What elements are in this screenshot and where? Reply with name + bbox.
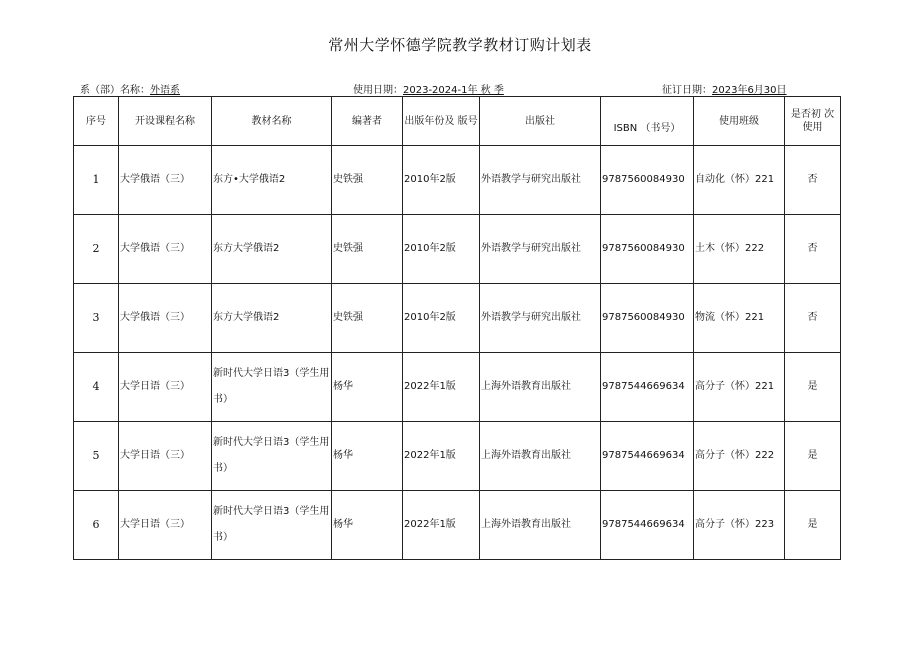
row-edition: 2022年1版 xyxy=(403,353,480,422)
page-title: 常州大学怀德学院教学教材订购计划表 xyxy=(328,36,592,54)
row-no: 5 xyxy=(74,422,119,491)
row-publisher: 上海外语教育出版社 xyxy=(480,422,601,491)
row-no: 4 xyxy=(74,353,119,422)
header-no: 序号 xyxy=(74,97,119,146)
row-first-use: 否 xyxy=(785,215,841,284)
header-author: 编著者 xyxy=(332,97,403,146)
table-row xyxy=(74,491,841,560)
row-publisher: 上海外语教育出版社 xyxy=(480,491,601,560)
department-label: 系（部）名称： xyxy=(80,85,150,96)
order-date-value: 2023年6月30日 xyxy=(712,85,787,96)
use-date-info xyxy=(353,81,504,96)
row-edition: 2022年1版 xyxy=(403,422,480,491)
row-textbook: 新时代大学日语3（学生用书） xyxy=(212,491,332,560)
department-info xyxy=(80,81,180,96)
table-header-row xyxy=(74,97,841,146)
row-isbn: 9787560084930 xyxy=(601,215,694,284)
row-publisher: 外语教学与研究出版社 xyxy=(480,215,601,284)
row-class: 高分子（怀）221 xyxy=(694,353,785,422)
row-no: 3 xyxy=(74,284,119,353)
row-author: 史铁强 xyxy=(332,284,403,353)
header-textbook: 教材名称 xyxy=(212,97,332,146)
row-publisher: 外语教学与研究出版社 xyxy=(480,146,601,215)
row-course: 大学日语（三） xyxy=(119,422,212,491)
row-first-use: 是 xyxy=(785,491,841,560)
header-publisher: 出版社 xyxy=(480,97,601,146)
row-edition: 2010年2版 xyxy=(403,284,480,353)
row-edition: 2010年2版 xyxy=(403,215,480,284)
row-course: 大学俄语（三） xyxy=(119,215,212,284)
header-first-use: 是否初 次使用 xyxy=(785,97,841,146)
row-isbn: 9787544669634 xyxy=(601,422,694,491)
row-author: 杨华 xyxy=(332,491,403,560)
row-isbn: 9787544669634 xyxy=(601,491,694,560)
table-row xyxy=(74,284,841,353)
row-author: 杨华 xyxy=(332,353,403,422)
row-isbn: 9787560084930 xyxy=(601,284,694,353)
department-value: 外语系 xyxy=(150,85,180,96)
textbook-order-table xyxy=(73,96,841,560)
row-class: 高分子（怀）223 xyxy=(694,491,785,560)
row-first-use: 是 xyxy=(785,353,841,422)
header-edition: 出版年份及 版号 xyxy=(403,97,480,146)
row-class: 高分子（怀）222 xyxy=(694,422,785,491)
row-first-use: 否 xyxy=(785,146,841,215)
table-row xyxy=(74,422,841,491)
row-textbook: 东方大学俄语2 xyxy=(212,215,332,284)
row-no: 1 xyxy=(74,146,119,215)
header-isbn: ISBN （书号） xyxy=(601,97,694,146)
row-edition: 2010年2版 xyxy=(403,146,480,215)
row-first-use: 是 xyxy=(785,422,841,491)
header-course: 开设课程名称 xyxy=(119,97,212,146)
row-class: 物流（怀）221 xyxy=(694,284,785,353)
row-author: 杨华 xyxy=(332,422,403,491)
row-course: 大学日语（三） xyxy=(119,491,212,560)
row-isbn: 9787544669634 xyxy=(601,353,694,422)
row-textbook: 东方•大学俄语2 xyxy=(212,146,332,215)
row-textbook: 新时代大学日语3（学生用书） xyxy=(212,353,332,422)
row-isbn: 9787560084930 xyxy=(601,146,694,215)
row-publisher: 上海外语教育出版社 xyxy=(480,353,601,422)
row-course: 大学日语（三） xyxy=(119,353,212,422)
header-class: 使用班级 xyxy=(694,97,785,146)
row-author: 史铁强 xyxy=(332,146,403,215)
row-author: 史铁强 xyxy=(332,215,403,284)
row-course: 大学俄语（三） xyxy=(119,146,212,215)
row-course: 大学俄语（三） xyxy=(119,284,212,353)
row-textbook: 新时代大学日语3（学生用书） xyxy=(212,422,332,491)
row-first-use: 否 xyxy=(785,284,841,353)
row-no: 6 xyxy=(74,491,119,560)
use-date-value: 2023-2024-1年 秋 季 xyxy=(403,85,504,96)
row-textbook: 东方大学俄语2 xyxy=(212,284,332,353)
table-row xyxy=(74,353,841,422)
row-no: 2 xyxy=(74,215,119,284)
table-row xyxy=(74,215,841,284)
table-row xyxy=(74,146,841,215)
use-date-label: 使用日期： xyxy=(353,85,403,96)
order-date-label: 征订日期： xyxy=(662,85,712,96)
row-edition: 2022年1版 xyxy=(403,491,480,560)
row-class: 自动化（怀）221 xyxy=(694,146,785,215)
order-date-info xyxy=(662,81,787,96)
row-class: 土木（怀）222 xyxy=(694,215,785,284)
row-publisher: 外语教学与研究出版社 xyxy=(480,284,601,353)
